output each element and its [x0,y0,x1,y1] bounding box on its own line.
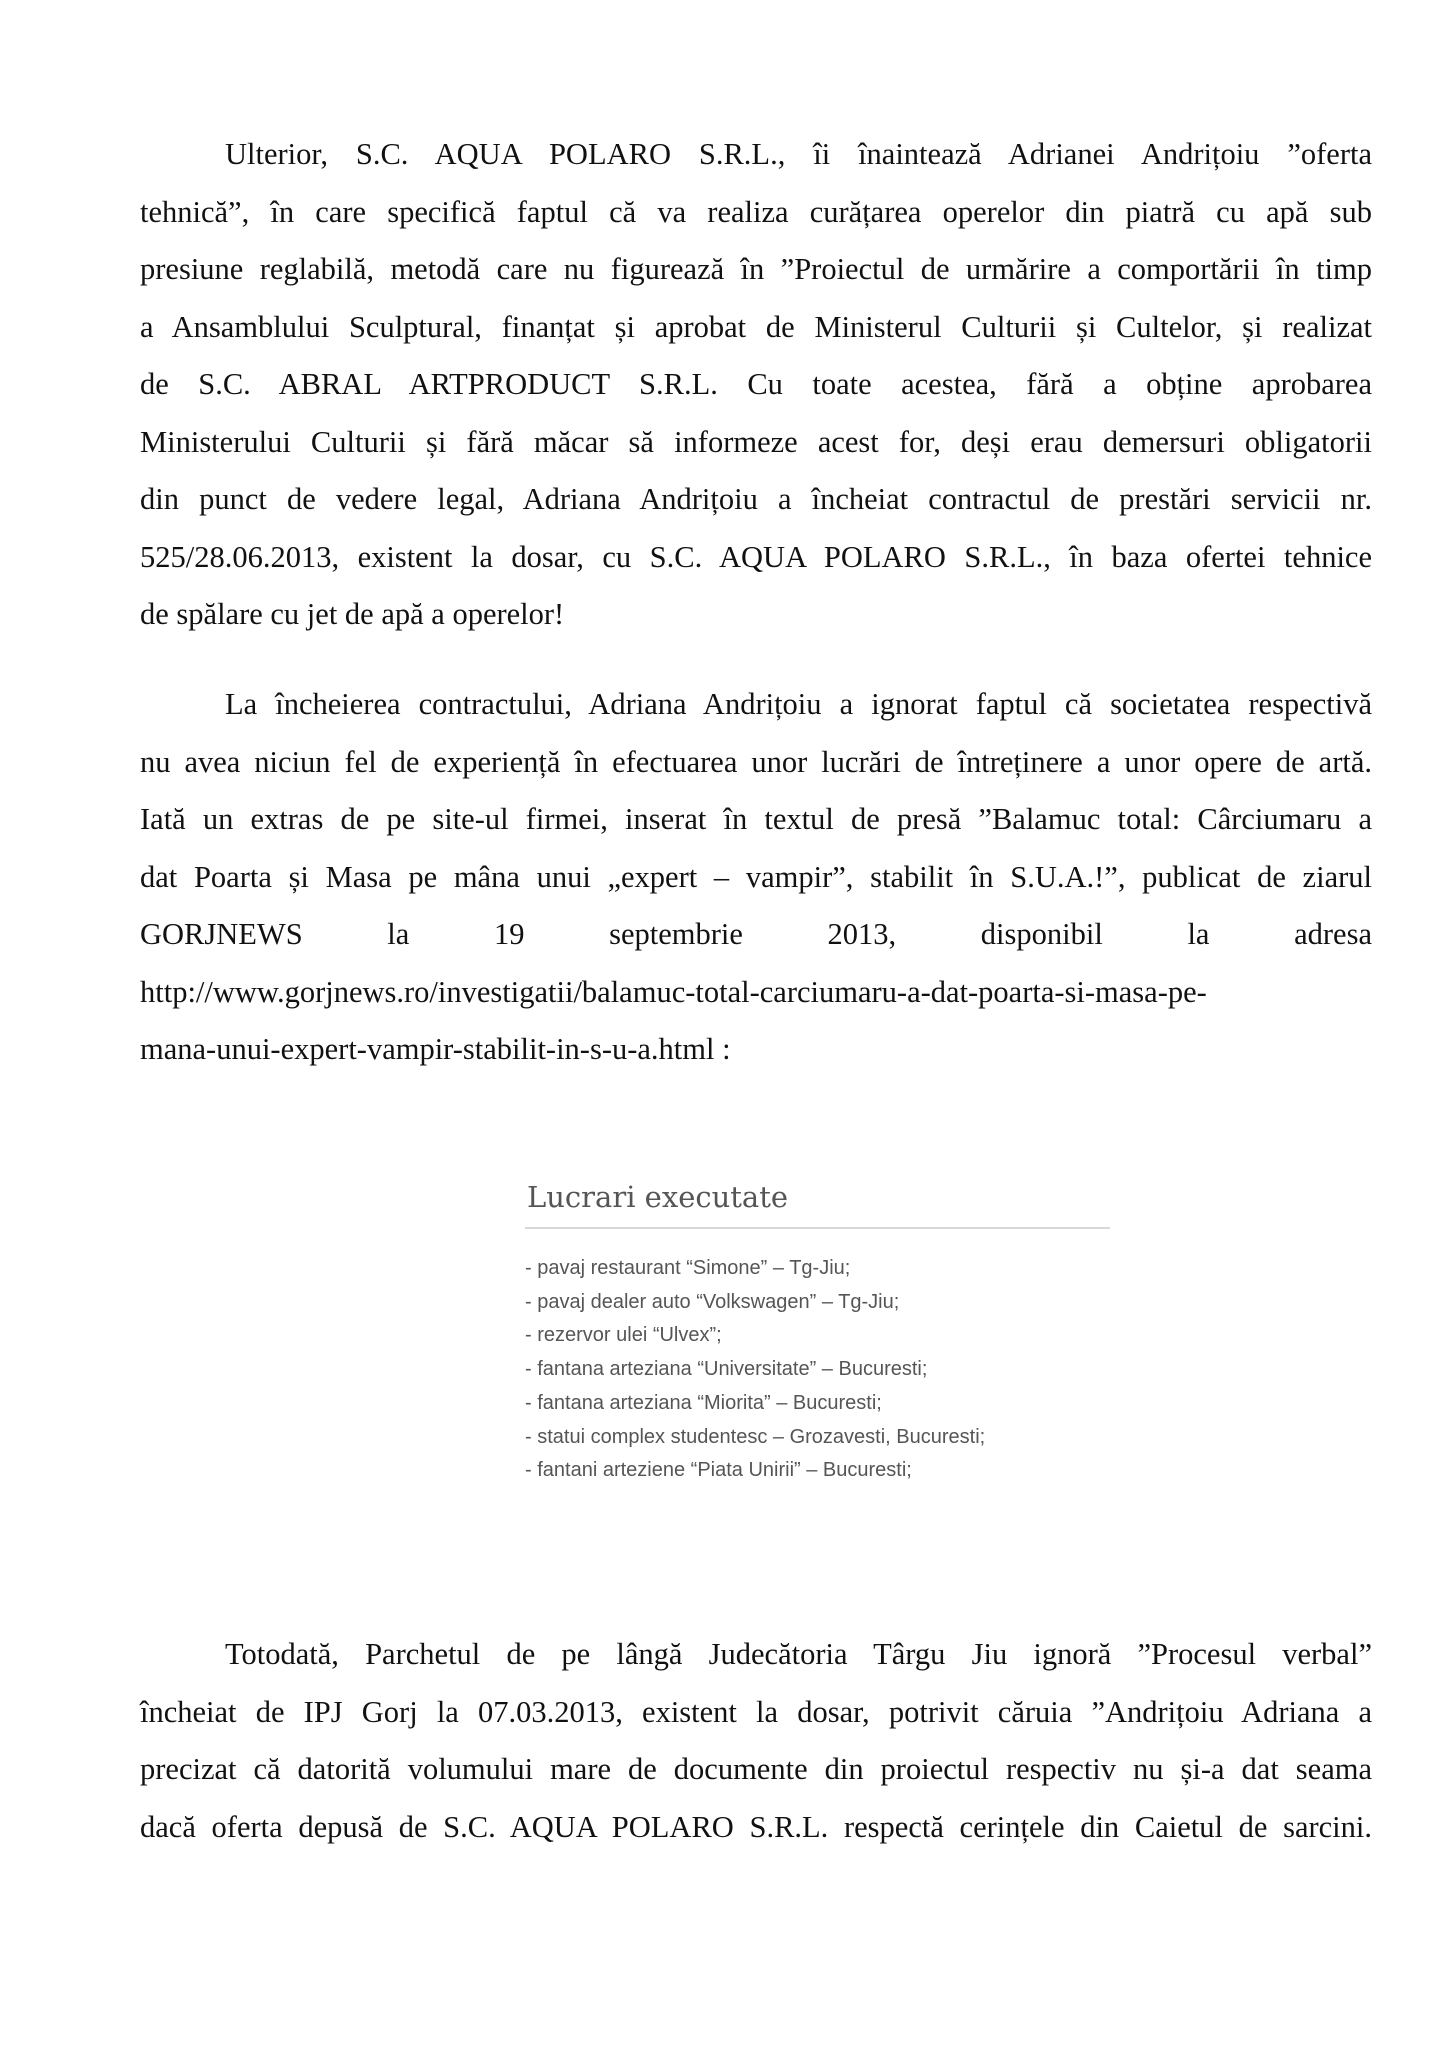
text-line: tehnică”, în care specifică faptul că va realiza curățarea operelor din piatră cu apă sub [140,194,1372,229]
text-line: dacă oferta depusă de S.C. AQUA POLARO S.R.L. respectă cerințele din Caietul de sarcini. [140,1809,1372,1844]
text-line: din punct de vedere legal, Adriana Andrițoiu a încheiat contractul de prestări servicii nr. [140,482,1372,516]
list-item: - pavaj restaurant “Simone” – Tg-Jiu; [525,1257,851,1279]
text-line: dat Poarta și Masa pe mâna unui „expert – vampir”, stabilit în S.U.A.!”, publicat de ziarul [140,859,1372,894]
paragraph-contract [140,676,1372,1079]
extract-title: Lucrari executate [527,1180,789,1214]
list-item: - fantana arteziana “Miorita” – Bucuresti; [525,1391,882,1414]
text-line: Iată un extras de pe site-ul firmei, inserat în textul de presă ”Balamuc total: Cârciumaru a [140,802,1372,836]
list-item: - fantani arteziene “Piata Unirii” – Bucuresti; [525,1459,912,1482]
text-line: de S.C. ABRAL ARTPRODUCT S.R.L. Cu toate acestea, fără a obține aprobarea [140,367,1372,401]
text-line: a Ansamblului Sculptural, finanțat și aprobat de Ministerul Culturii și Cultelor, și realizat [140,309,1372,344]
extract-list [525,1252,985,1488]
list-item: - statui complex studentesc – Grozavesti, Bucuresti; [525,1425,986,1448]
text-line: 525/28.06.2013, existent la dosar, cu S.C. AQUA POLARO S.R.L., în baza ofertei tehnice [140,539,1372,574]
text-line: precizat că datorită volumului mare de documente din proiectul respectiv nu și-a dat seama [140,1752,1372,1786]
text-line: Ministerului Culturii și fără măcar să informeze acest for, deși erau demersuri obligatorii [140,424,1372,459]
text-line: nu avea niciun fel de experiență în efectuarea unor lucrări de întreținere a unor opere de artă. [140,744,1372,779]
text-line: presiune reglabilă, metodă care nu figurează în ”Proiectul de urmărire a comportării în timp [140,252,1372,286]
text-line: Totodată, Parchetul de pe lângă Judecătoria Târgu Jiu ignoră ”Procesul verbal” [225,1637,1372,1671]
text-line: Ulterior, S.C. AQUA POLARO S.R.L., îi înaintează Adrianei Andrițoiu ”oferta [225,137,1372,171]
paragraph-offer [140,126,1372,644]
list-item: - fantana arteziana “Universitate” – Bucuresti; [525,1358,928,1381]
text-line: La încheierea contractului, Adriana Andrițoiu a ignorat faptul că societatea respectivă [225,687,1372,721]
text-line: încheiat de IPJ Gorj la 07.03.2013, existent la dosar, potrivit căruia ”Andrițoiu Adriana a [140,1694,1372,1729]
list-item: - rezervor ulei “Ulvex”; [525,1324,722,1347]
website-extract-image [525,1180,1115,1520]
paragraph-report [140,1626,1372,1856]
extract-divider [525,1227,1110,1229]
source-url-line: mana-unui-expert-vampir-stabilit-in-s-u-a.html : [140,1032,731,1066]
text-line: de spălare cu jet de apă a operelor! [140,597,565,631]
text-line: GORJNEWS la 19 septembrie 2013, disponibil la adresa [140,917,1372,951]
list-item: - pavaj dealer auto “Volkswagen” – Tg-Jiu; [525,1290,900,1313]
source-url-line: http://www.gorjnews.ro/investigatii/balamuc-total-carciumaru-a-dat-poarta-si-masa-pe- [140,974,1207,1009]
